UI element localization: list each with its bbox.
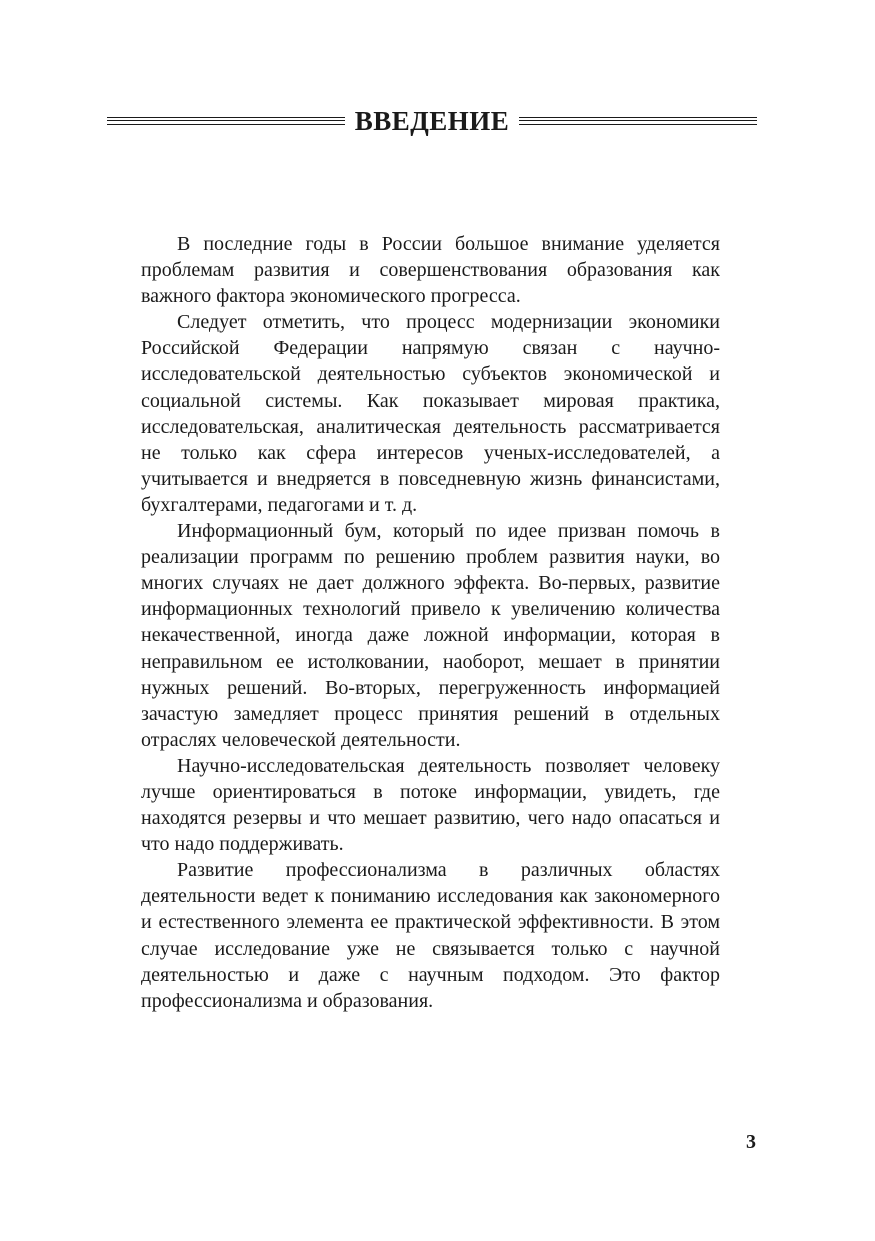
paragraph-4: Научно-исследовательская деятельность позволяет человеку лучше ориентироваться в потоке информации, увидеть, где находятся резервы и что мешает развитию, чего надо опасаться и что надо поддерживать.	[141, 754, 720, 856]
paragraph-5: Развитие профессионализма в различных областях деятельности ведет к пониманию исследования как закономерного и естественного элемента ее практической эффективности. В этом случае исследование уже не связывается только с научной деятельностью и даже с научным подходом. Это фактор профессионализма и образования.	[141, 859, 720, 1012]
body-text	[141, 231, 720, 1014]
chapter-header	[107, 106, 757, 136]
page-number: 3	[746, 1131, 756, 1153]
header-rule-right	[519, 117, 757, 125]
chapter-title: ВВЕДЕНИЕ	[354, 106, 510, 136]
paragraph-2: Следует отметить, что процесс модернизации экономики Российской Федерации напрямую связан с научно-исследовательской деятельностью субъектов экономической и социальной системы. Как показывает мировая практика, исследовательская, аналитическая деятельность рассматривается не только как сфера интересов ученых-исследователей, а учитывается и внедряется в повседневную жизнь финансистами, бухгалтерами, педагогами и т. д.	[141, 311, 720, 516]
paragraph-1: В последние годы в России большое внимание уделяется проблемам развития и совершенствования образования как важного фактора экономического прогресса.	[141, 233, 720, 308]
header-rule-left	[107, 117, 345, 125]
paragraph-3: Информационный бум, который по идее призван помочь в реализации программ по решению проблем развития науки, во многих случаях не дает должного эффекта. Во-первых, развитие информационных технологий привело к увеличению количества некачественной, иногда даже ложной информации, которая в неправильном ее истолковании, наоборот, мешает в принятии нужных решений. Во-вторых, перегруженность информацией зачастую замедляет процесс принятия решений в отдельных отраслях человеческой деятельности.	[141, 520, 720, 751]
